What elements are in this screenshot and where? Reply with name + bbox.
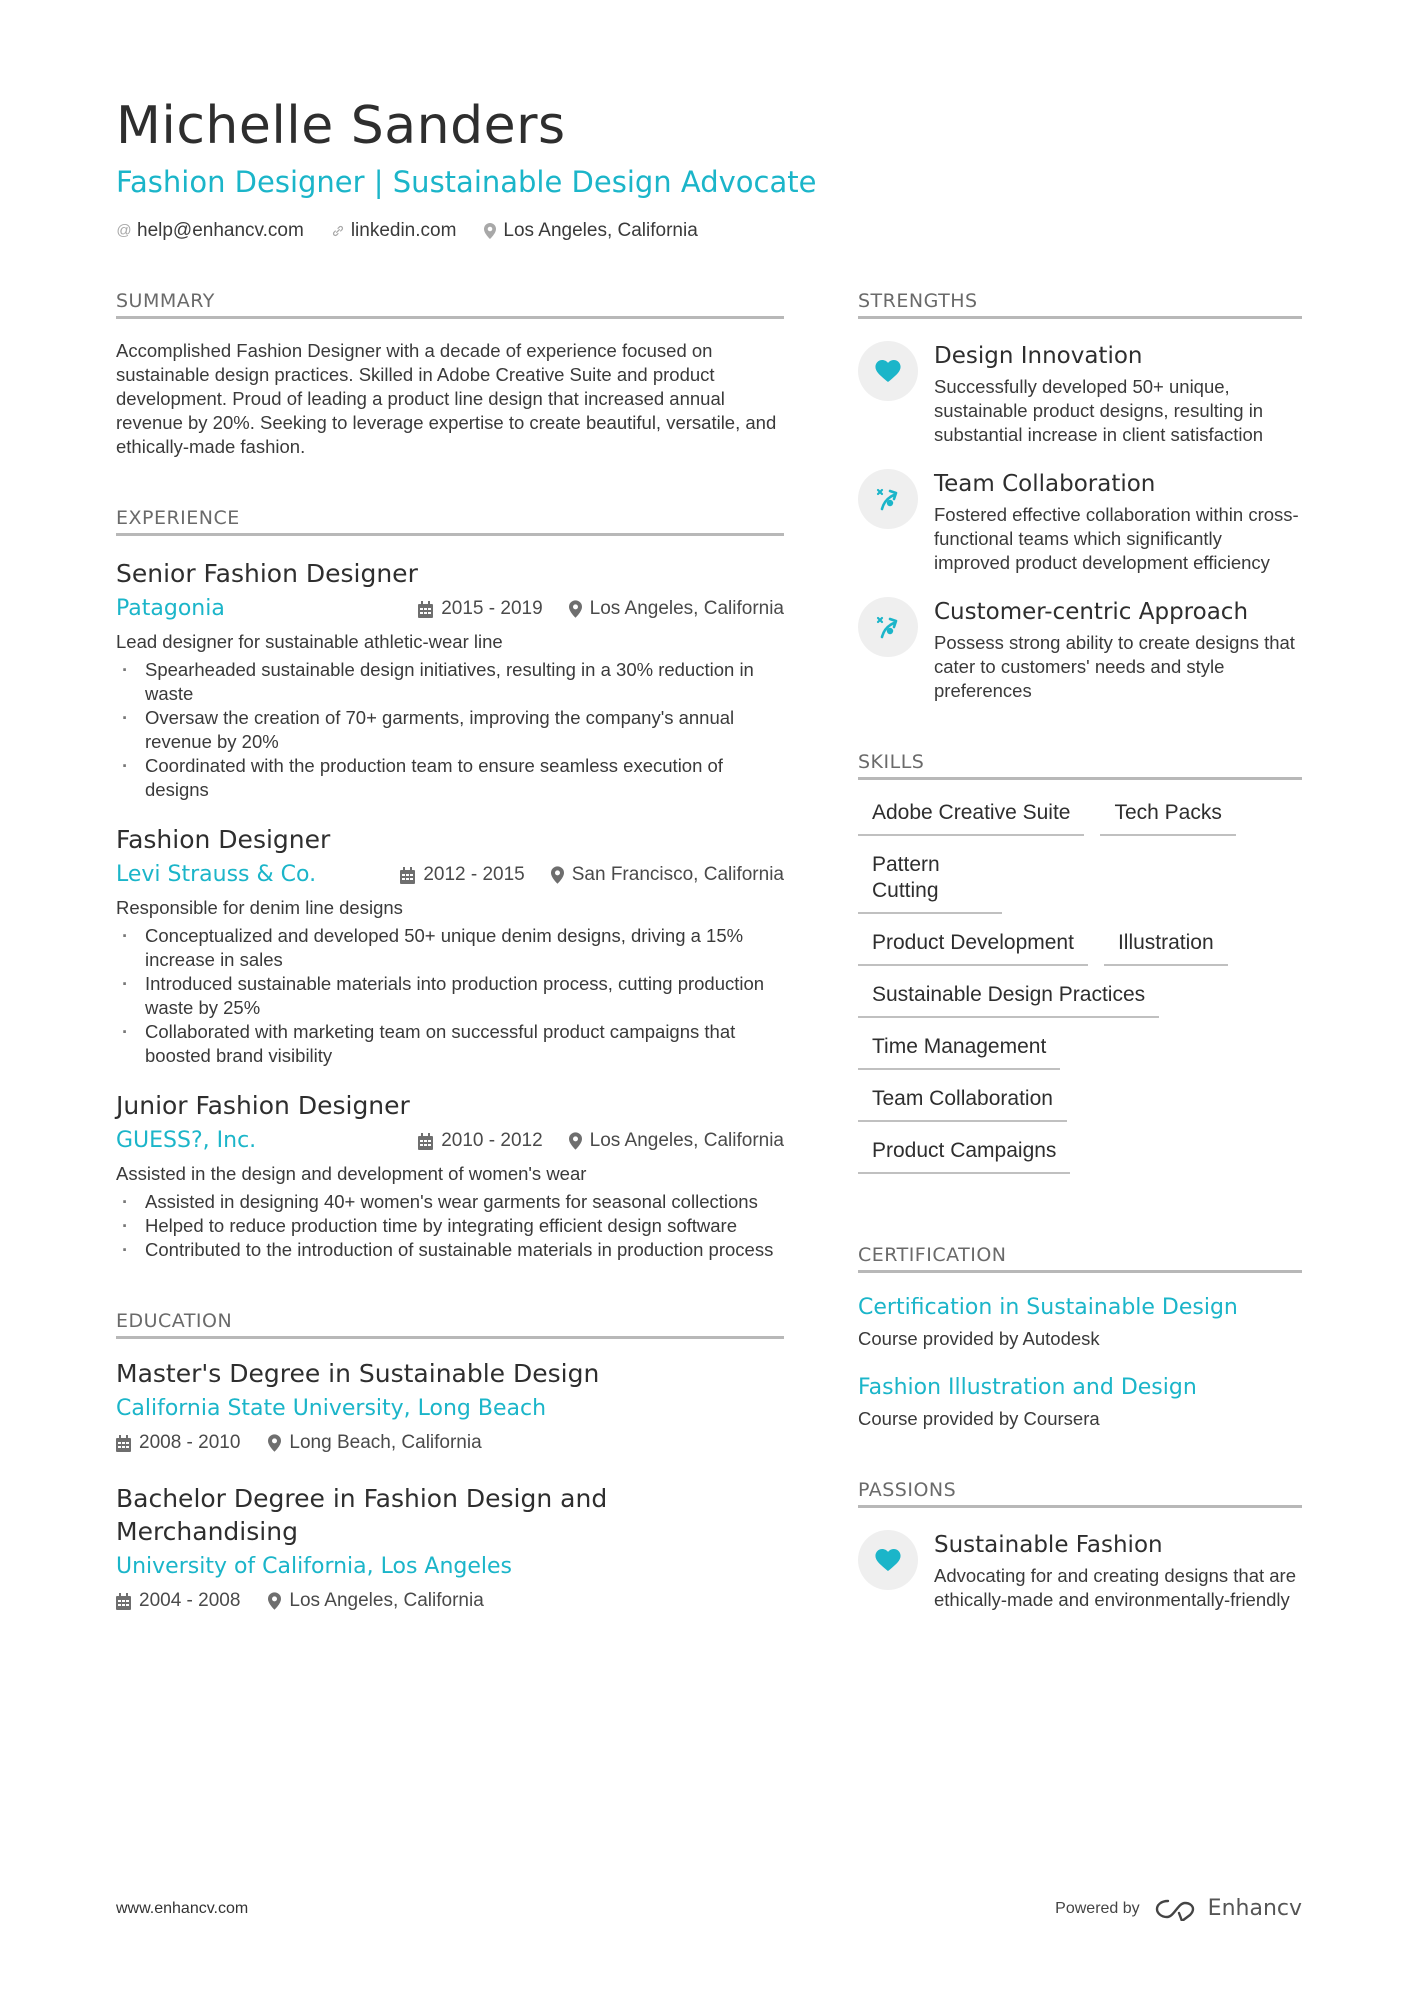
calendar-icon xyxy=(400,867,415,884)
education-section xyxy=(116,1310,784,1612)
education-meta xyxy=(116,1590,784,1612)
link-icon xyxy=(330,224,346,238)
bullet-item: · Conceptualized and developed 50+ unique denim designs, driving a 15% increase in sales xyxy=(116,924,784,972)
education-location: Long Beach, California xyxy=(268,1432,481,1454)
certification-entry xyxy=(858,1293,1302,1351)
calendar-icon xyxy=(418,601,433,618)
summary-text: Accomplished Fashion Designer with a decade of experience focused on sustainable design practices. Skilled in Adobe Creative Suite and product development. Proud of leading a product line design that increased annual revenue by 20%. Seeking to leverage expertise to create beautiful, versatile, and ethically-made fashion. xyxy=(116,340,777,457)
powered-by xyxy=(1055,1896,1302,1921)
passion-title: Sustainable Fashion xyxy=(934,1532,1163,1558)
job-title: Fashion Designer xyxy=(116,825,331,854)
strength-item xyxy=(858,597,1302,703)
bullet-item: · Contributed to the introduction of sustainable materials in production process xyxy=(116,1238,784,1262)
education-meta xyxy=(116,1432,784,1454)
bullet-item: · Collaborated with marketing team on successful product campaigns that boosted brand visibility xyxy=(116,1020,784,1068)
company-name: Levi Strauss & Co. xyxy=(116,862,317,887)
section-heading-experience: EXPERIENCE xyxy=(116,507,784,536)
heart-icon xyxy=(858,341,918,401)
strength-item xyxy=(858,469,1302,575)
section-heading-summary: SUMMARY xyxy=(116,290,784,319)
job-bullets xyxy=(116,924,784,1068)
right-column xyxy=(858,290,1302,1612)
location-pin-icon xyxy=(569,600,582,618)
skill-tag: Time Management xyxy=(858,1034,1060,1070)
bullet-item: · Assisted in designing 40+ women's wear garments for seasonal collections xyxy=(116,1190,784,1214)
certification-provider: Course provided by Coursera xyxy=(858,1408,1100,1429)
certification-title: Certification in Sustainable Design xyxy=(858,1295,1238,1320)
job-title: Junior Fashion Designer xyxy=(116,1091,410,1120)
section-heading-strengths: STRENGTHS xyxy=(858,290,1302,319)
certification-provider: Course provided by Autodesk xyxy=(858,1328,1100,1349)
bullet-item: · Helped to reduce production time by integrating efficient design software xyxy=(116,1214,784,1238)
location-pin-icon xyxy=(569,1132,582,1150)
education-dates: 2004 - 2008 xyxy=(116,1590,240,1612)
left-column xyxy=(116,290,784,1612)
passion-item xyxy=(858,1530,1302,1612)
strength-description: Possess strong ability to create designs that cater to customers' needs and style preferences xyxy=(934,632,1295,701)
job-location: Los Angeles, California xyxy=(569,1130,784,1152)
footer-url-link[interactable]: www.enhancv.com xyxy=(116,1899,249,1917)
job-bullets xyxy=(116,1190,784,1262)
education-dates: 2008 - 2010 xyxy=(116,1432,240,1454)
skill-tag: Product Development xyxy=(858,930,1088,966)
resume-header xyxy=(116,98,1316,242)
strength-description: Fostered effective collaboration within cross-functional teams which significantly improved product development efficiency xyxy=(934,504,1299,573)
degree-title: Bachelor Degree in Fashion Design and Merchandising xyxy=(116,1484,608,1546)
certification-section xyxy=(858,1244,1302,1431)
contact-email-text: help@enhancv.com xyxy=(137,219,304,241)
contact-location-text: Los Angeles, California xyxy=(503,219,698,241)
section-heading-passions: PASSIONS xyxy=(858,1479,1302,1508)
skill-tag: Sustainable Design Practices xyxy=(858,982,1159,1018)
strength-description: Successfully developed 50+ unique, sustainable product designs, resulting in substantial increase in client satisfaction xyxy=(934,376,1264,445)
section-heading-skills: SKILLS xyxy=(858,751,1302,780)
section-heading-education: EDUCATION xyxy=(116,1310,784,1339)
at-icon: @ xyxy=(116,222,132,240)
candidate-name: Michelle Sanders xyxy=(116,96,566,156)
heart-icon xyxy=(858,1530,918,1590)
skill-tag: Pattern Cutting xyxy=(858,852,1002,914)
company-name: Patagonia xyxy=(116,596,225,621)
contact-linkedin[interactable] xyxy=(330,220,457,242)
contact-linkedin-text: linkedin.com xyxy=(350,219,457,241)
job-title: Senior Fashion Designer xyxy=(116,559,418,588)
education-entry xyxy=(116,1357,784,1454)
job-dates: 2010 - 2012 xyxy=(418,1130,542,1152)
strength-title: Customer-centric Approach xyxy=(934,599,1249,625)
job-location: Los Angeles, California xyxy=(569,598,784,620)
education-location: Los Angeles, California xyxy=(268,1590,483,1612)
strength-title: Design Innovation xyxy=(934,343,1143,369)
bullet-item: · Spearheaded sustainable design initiatives, resulting in a 30% reduction in waste xyxy=(116,658,784,706)
page-footer xyxy=(116,1896,1302,1921)
section-heading-certification: CERTIFICATION xyxy=(858,1244,1302,1273)
job-meta xyxy=(116,594,784,624)
certification-entry xyxy=(858,1373,1302,1431)
job-location: San Francisco, California xyxy=(551,864,784,886)
enhancv-logo-icon xyxy=(1154,1897,1200,1921)
job-description: Responsible for denim line designs xyxy=(116,897,403,918)
job-bullets xyxy=(116,658,784,802)
skills-section xyxy=(858,751,1302,1174)
bullet-item: · Introduced sustainable materials into production process, cutting production waste by 25% xyxy=(116,972,784,1020)
location-pin-icon xyxy=(482,223,498,239)
job-meta xyxy=(116,860,784,890)
skills-list xyxy=(858,800,1302,1174)
skill-tag: Team Collaboration xyxy=(858,1086,1067,1122)
company-name: GUESS?, Inc. xyxy=(116,1128,257,1153)
skill-tag: Tech Packs xyxy=(1100,800,1235,836)
skill-tag: Product Campaigns xyxy=(858,1138,1070,1174)
job-description: Assisted in the design and development of women's wear xyxy=(116,1163,587,1184)
experience-entry xyxy=(116,824,784,1068)
job-description: Lead designer for sustainable athletic-wear line xyxy=(116,631,503,652)
strategy-icon xyxy=(858,597,918,657)
candidate-title: Fashion Designer | Sustainable Design Advocate xyxy=(116,165,817,200)
summary-section xyxy=(116,290,784,459)
calendar-icon xyxy=(116,1593,131,1610)
experience-section xyxy=(116,507,784,1262)
strength-item xyxy=(858,341,1302,447)
powered-by-label: Powered by xyxy=(1055,1899,1140,1917)
strength-title: Team Collaboration xyxy=(934,471,1156,497)
skill-tag: Illustration xyxy=(1104,930,1228,966)
job-dates: 2012 - 2015 xyxy=(400,864,524,886)
experience-entry xyxy=(116,558,784,802)
calendar-icon xyxy=(116,1435,131,1452)
location-pin-icon xyxy=(268,1592,281,1610)
school-name: California State University, Long Beach xyxy=(116,1396,547,1421)
location-pin-icon xyxy=(551,866,564,884)
enhancv-logo[interactable] xyxy=(1154,1896,1302,1921)
bullet-item: · Coordinated with the production team to ensure seamless execution of designs xyxy=(116,754,784,802)
education-entry xyxy=(116,1482,784,1612)
passion-description: Advocating for and creating designs that are ethically-made and environmentally-friendly xyxy=(934,1565,1297,1610)
contact-bar xyxy=(116,220,1316,242)
experience-entry xyxy=(116,1090,784,1262)
strengths-section xyxy=(858,290,1302,703)
brand-name: Enhancv xyxy=(1207,1896,1302,1921)
certification-title: Fashion Illustration and Design xyxy=(858,1375,1197,1400)
bullet-item: · Oversaw the creation of 70+ garments, improving the company's annual revenue by 20% xyxy=(116,706,784,754)
contact-location xyxy=(482,220,697,242)
skill-tag: Adobe Creative Suite xyxy=(858,800,1084,836)
school-name: University of California, Los Angeles xyxy=(116,1554,513,1579)
degree-title: Master's Degree in Sustainable Design xyxy=(116,1359,600,1388)
job-dates: 2015 - 2019 xyxy=(418,598,542,620)
strategy-icon xyxy=(858,469,918,529)
passions-section xyxy=(858,1479,1302,1612)
location-pin-icon xyxy=(268,1434,281,1452)
calendar-icon xyxy=(418,1133,433,1150)
contact-email[interactable] xyxy=(116,220,304,242)
job-meta xyxy=(116,1126,784,1156)
